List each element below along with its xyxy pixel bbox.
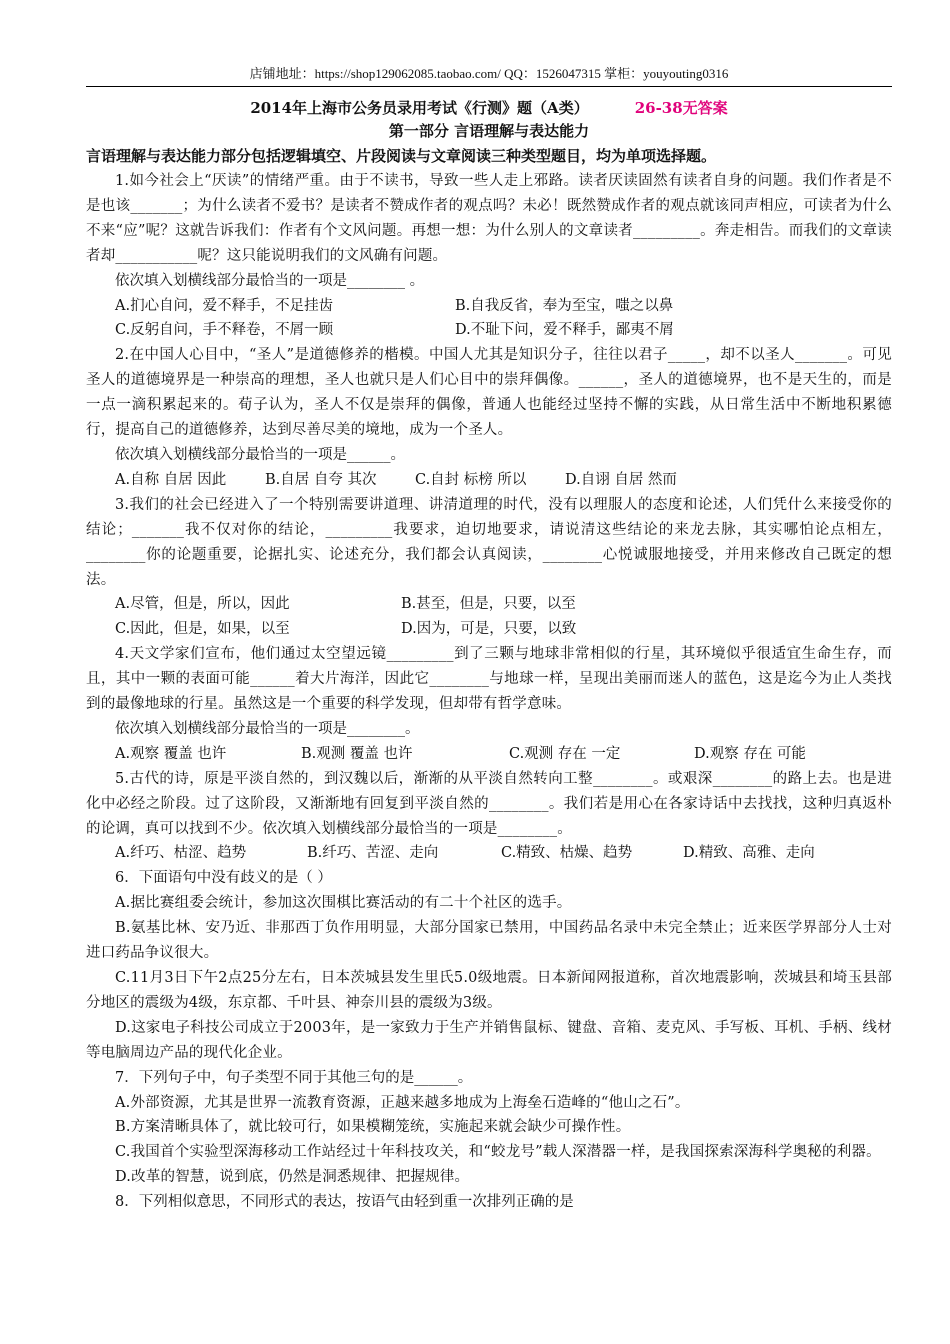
question-3-text: 3.我们的社会已经进入了一个特别需要讲道理、讲清道理的时代，没有以理服人的态度和论述，人们凭什么来接受你的结论；_______我不仅对你的结论，_________我要求，迫切地要求，请说清这些结论的来龙去脉，其实哪怕论点相左，________你的论题重要，论据扎实、论述充分，我们都会认真阅读，________心悦诚服地接受，并用来修改自己既定的想法。 — [86, 496, 892, 588]
question-4-option-d: D.观察 存在 可能 — [694, 745, 806, 762]
question-5-options — [86, 841, 892, 866]
question-6-option-a: A.据比赛组委会统计，参加这次围棋比赛活动的有二十个社区的选手。 — [115, 895, 572, 912]
question-8-text: 8．下列相似意思，不同形式的表达，按语气由轻到重一次排列正确的是 — [115, 1194, 574, 1211]
question-5-option-c: C.精致、枯燥、趋势 — [501, 845, 633, 862]
question-2-text: 2.在中国人心目中，“圣人”是道德修养的楷模。中国人尤其是知识分子，往往以君子_____，却不以圣人_______。可见圣人的道德境界是一种崇高的理想，圣人也就只是人们心目中的崇拜偶像。______，圣人的道德境界，也不是天生的，而是一点一滴积累起来的。荀子认为，圣人不仅是崇拜的偶像，普通人也能经过坚持不懈的实践，从日常生活中不断地积累德行，提高自己的道德修养，达到尽善尽美的境地，成为一个圣人。 — [86, 347, 892, 439]
question-3-options-row1 — [86, 592, 892, 617]
question-3-options-row2 — [86, 617, 892, 642]
question-4-option-c: C.观测 存在 一定 — [509, 745, 621, 762]
question-2-options — [86, 468, 892, 493]
exam-title — [86, 97, 892, 119]
question-7-option-c: C.我国首个实验型深海移动工作站经过十年科技攻关，和“蛟龙号”载人深潜器一样，是我国探索深海科学奥秘的利器。 — [115, 1144, 881, 1161]
question-1-prompt: 依次填入划横线部分最恰当的一项是________ 。 — [115, 272, 425, 289]
question-1-options-row1 — [86, 294, 892, 319]
question-1-option-a: A.扪心自问，爱不释手，不足挂齿 — [115, 297, 334, 314]
question-6-option-c: C.11月3日下午2点25分左右，日本茨城县发生里氏5.0级地震。日本新闻网报道称，首次地震影响，茨城县和埼玉县部分地区的震级为4级，东京都、千叶县、神奈川县的震级为3级。 — [86, 970, 892, 1011]
question-1-option-b: B.自我反省，奉为至宝，嗤之以鼻 — [455, 297, 674, 314]
question-7-option-b: B.方案清晰具体了，就比较可行，如果模糊笼统，实施起来就会缺少可操作性。 — [115, 1119, 631, 1136]
question-5-option-b: B.纤巧、苦涩、走向 — [307, 845, 439, 862]
section-intro: 言语理解与表达能力部分包括逻辑填空、片段阅读与文章阅读三种类型题目，均为单项选择题。 — [86, 147, 717, 165]
question-4-option-b: B.观测 覆盖 也许 — [301, 745, 413, 762]
question-3-option-a: A.尽管，但是，所以，因此 — [115, 596, 290, 613]
question-4-options — [86, 742, 892, 767]
question-4-option-a: A.观察 覆盖 也许 — [115, 745, 227, 762]
question-4-text: 4.天文学家们宣布，他们通过太空望远镜_________到了三颗与地球非常相似的行星，其环境似乎很适宜生命生存，而且，其中一颗的表面可能______着大片海洋，因此它________与地球一样，呈现出美丽而迷人的蓝色，这是迄今为止人类找到的最像地球的行星。虽然这是一个重要的科学发现，但却带有哲学意味。 — [86, 646, 892, 713]
question-4-prompt: 依次填入划横线部分最恰当的一项是________。 — [115, 720, 420, 737]
document-page — [86, 64, 892, 1215]
exam-title-main: 2014年上海市公务员录用考试《行测》题（A类） — [250, 99, 589, 117]
question-7-text: 7．下列句子中，句子类型不同于其他三句的是______。 — [115, 1069, 473, 1086]
question-5-option-d: D.精致、高雅、走向 — [683, 845, 815, 862]
question-6-text: 6．下面语句中没有歧义的是（ ） — [115, 870, 332, 887]
question-2-option-d: D.自诩 自居 然而 — [565, 471, 677, 488]
question-1-option-d: D.不耻下问，爱不释手，鄙夷不屑 — [455, 322, 674, 339]
question-3-option-c: C.因此，但是，如果，以至 — [115, 621, 290, 638]
question-6-option-b: B.氨基比林、安乃近、非那西丁负作用明显，大部分国家已禁用，中国药品名录中未完全禁止；近来医学界部分人士对进口药品争议很大。 — [86, 920, 892, 962]
exam-title-note: 26-38无答案 — [634, 99, 728, 117]
question-2-option-b: B.自居 自夸 其次 — [265, 471, 377, 488]
question-6-option-d: D.这家电子科技公司成立于2003年，是一家致力于生产并销售鼠标、键盘、音箱、麦克风、手写板、耳机、手柄、线材等电脑周边产品的现代化企业。 — [86, 1019, 892, 1061]
question-1-text: 1.如今社会上“厌读”的情绪严重。由于不读书，导致一些人走上邪路。读者厌读固然有读者自身的问题。我们作者是不是也该_______；为什么读者不爱书？是读者不赞成作者的观点吗？未必！既然赞成作者的观点就该同声相应，可读者为什么不来“应”呢？这就告诉我们：作者有个文风问题。再想一想：为什么别人的文章读者_________。奔走相告。而我们的文章读者却___________呢？这只能说明我们的文风确有问题。 — [86, 173, 892, 264]
shop-header: 店铺地址：https://shop129062085.taobao.com/ QQ：1526047315 掌柜：youyouting0316 — [86, 64, 892, 87]
question-7-option-a: A.外部资源，尤其是世界一流教育资源，正越来越多地成为上海垒石造峰的“他山之石”。 — [115, 1094, 690, 1111]
question-3-option-b: B.甚至，但是，只要，以至 — [401, 596, 576, 613]
question-7-option-d: D.改革的智慧，说到底，仍然是洞悉规律、把握规律。 — [115, 1169, 470, 1186]
section-title: 第一部分 言语理解与表达能力 — [388, 122, 590, 140]
question-1-option-c: C.反躬自问，手不释卷，不屑一顾 — [115, 322, 334, 339]
question-5-text: 5.古代的诗，原是平淡自然的，到汉魏以后，渐渐的从平淡自然转向工整________。或艰深________的路上去。也是进化中必经之阶段。过了这阶段，又渐渐地有回复到平淡自然的________。我们若是用心在各家诗话中去找找，这种归真返朴的论调，真可以找到不少。依次填入划横线部分最恰当的一项是________。 — [86, 770, 892, 837]
question-2-option-c: C.自封 标榜 所以 — [415, 471, 527, 488]
question-3-option-d: D.因为，可是，只要，以致 — [401, 621, 577, 638]
question-1-options-row2 — [86, 318, 892, 343]
question-2-prompt: 依次填入划横线部分最恰当的一项是______。 — [115, 446, 405, 463]
question-5-option-a: A.纤巧、枯涩、趋势 — [115, 845, 247, 862]
question-2-option-a: A.自称 自居 因此 — [115, 471, 227, 488]
